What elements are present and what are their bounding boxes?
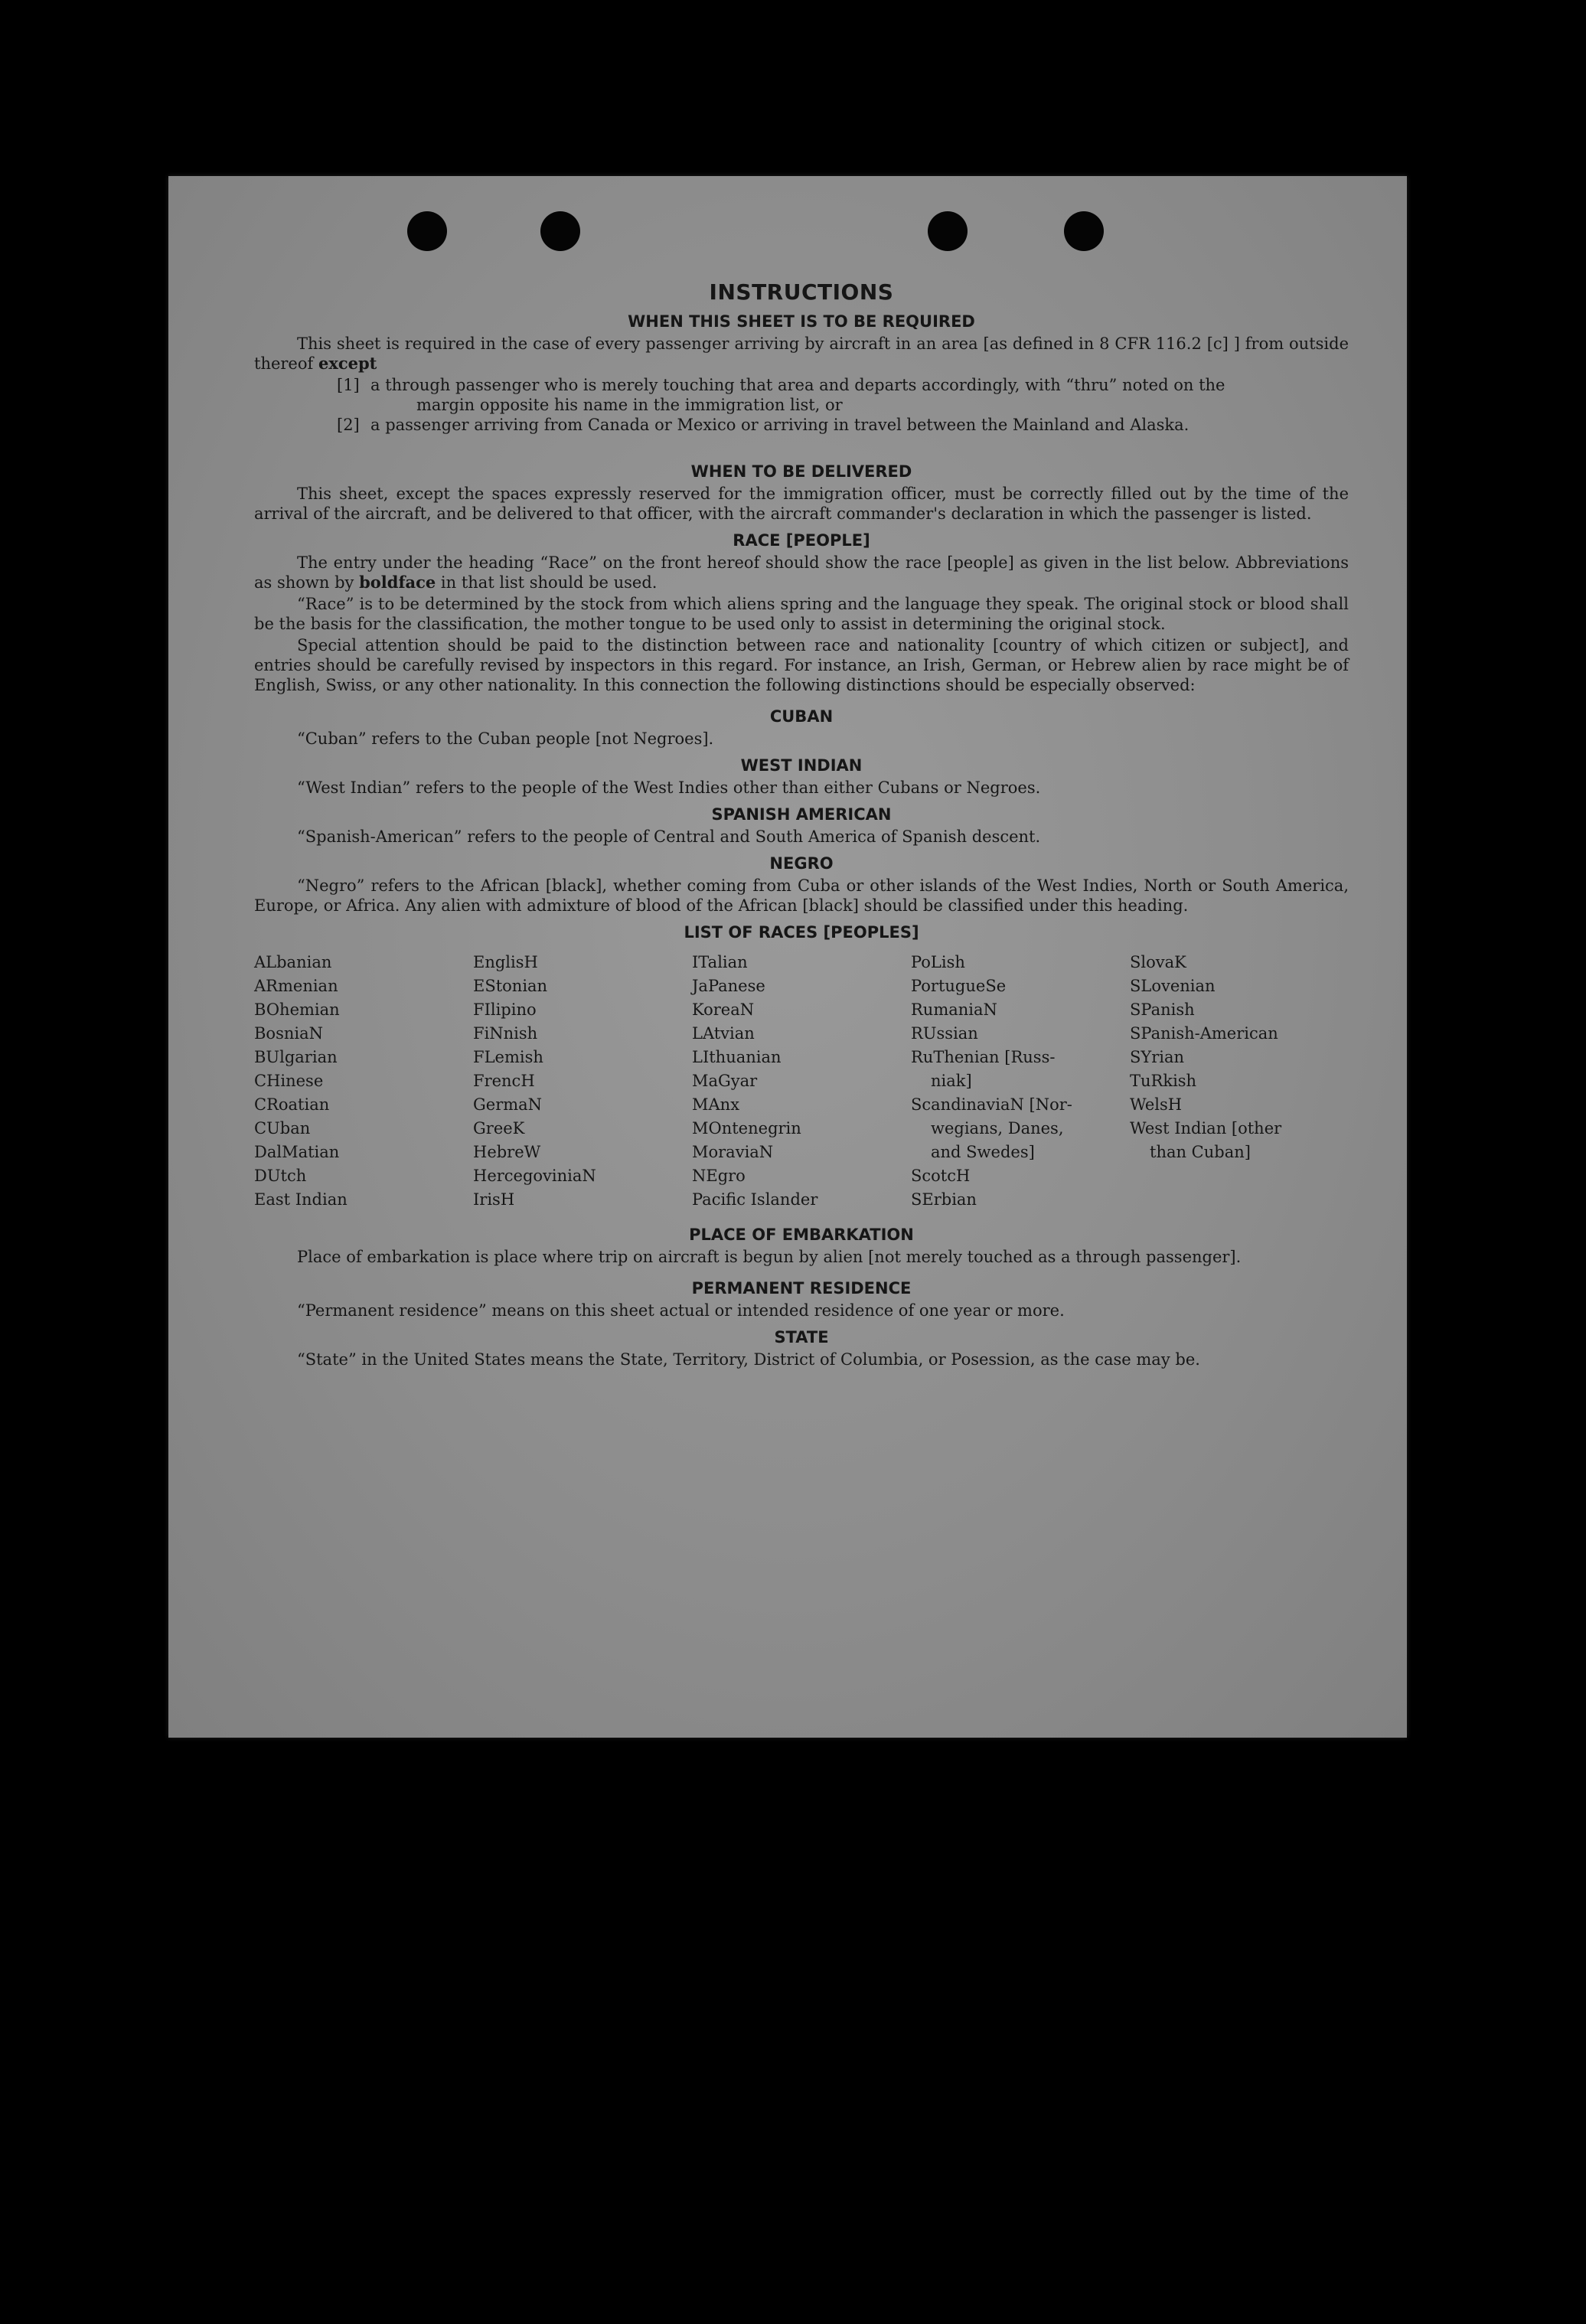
race-entry: ScotcH (911, 1167, 971, 1185)
residence-paragraph: “Permanent residence” means on this sheet actual or intended residence of one year or more. (297, 1301, 1065, 1320)
race-entry: IrisH (473, 1190, 515, 1209)
state-paragraph: “State” in the United States means the State, Territory, District of Columbia, or Posession, as the case may be. (297, 1350, 1200, 1369)
race-entry: wegians, Danes, (931, 1119, 1064, 1138)
race-entry: East Indian (254, 1190, 348, 1209)
punch-hole (1064, 211, 1104, 251)
race-entry: and Swedes] (931, 1143, 1035, 1161)
spanish-american-paragraph: “Spanish-American” refers to the people of Central and South America of Spanish descent. (297, 827, 1041, 846)
races-column-3 (692, 951, 911, 1212)
race-entry: HebreW (473, 1143, 541, 1161)
race-entry: CHinese (254, 1072, 324, 1090)
west-indian-paragraph: “West Indian” refers to the people of the West Indies other than either Cubans or Negroes. (297, 778, 1041, 797)
cuban-paragraph: “Cuban” refers to the Cuban people [not Negroes]. (297, 730, 714, 748)
race-entry: RumaniaN (911, 1000, 997, 1019)
race-entry: niak] (931, 1072, 972, 1090)
section-heading-list-of-races: LIST OF RACES [PEOPLES] (684, 923, 919, 942)
race-entry: BUlgarian (254, 1048, 338, 1066)
document-sheet (168, 176, 1407, 1738)
race-entry: ITalian (692, 953, 748, 971)
race-entry: GreeK (473, 1119, 525, 1138)
race-entry: MOntenegrin (692, 1119, 801, 1138)
section-heading-residence: PERMANENT RESIDENCE (691, 1279, 912, 1297)
race-entry: Pacific Islander (692, 1190, 818, 1209)
race-entry: GermaN (473, 1095, 543, 1114)
race-entry: WelsH (1130, 1095, 1183, 1114)
punch-hole (407, 211, 447, 251)
race-entry: RUssian (911, 1024, 978, 1043)
race-entry: ScandinaviaN [Nor- (911, 1095, 1072, 1114)
race-entry: TuRkish (1130, 1072, 1197, 1090)
page-title: INSTRUCTIONS (709, 279, 894, 305)
race-entry: SlovaK (1130, 953, 1186, 971)
section-heading-state: STATE (774, 1328, 829, 1346)
instructions-content (254, 279, 1349, 1371)
race-paragraph-1: The entry under the heading “Race” on the front hereof should show the race [people] as given in the list below. Abbreviations as shown by boldface in that list should be used. (254, 553, 1349, 592)
race-entry: BOhemian (254, 1000, 340, 1019)
section-heading-race: RACE [PEOPLE] (733, 531, 870, 550)
race-entry: SPanish-American (1130, 1024, 1278, 1043)
race-entry: JaPanese (692, 977, 765, 995)
race-entry: ARmenian (254, 977, 338, 995)
section-heading-cuban: CUBAN (769, 707, 834, 726)
race-entry: West Indian [other (1130, 1119, 1282, 1138)
race-entry: PortugueSe (911, 977, 1007, 995)
delivered-paragraph: This sheet, except the spaces expressly reserved for the immigration officer, must be correctly filled out by the time of the arrival of the aircraft, and be delivered to that officer, with the aircraft commander's declaration in which the passenger is listed. (254, 485, 1349, 523)
section-heading-west-indian: WEST INDIAN (740, 756, 863, 775)
race-entry: SYrian (1130, 1048, 1185, 1066)
race-paragraph-3: Special attention should be paid to the distinction between race and nationality [country of which citizen or subject], and entries should be carefully revised by inspectors in this regard. For instance, an Irish, German, or Hebrew alien by race might be of English, Swiss, or any other nationality. In this connection the following distinctions should be especially observed: (254, 636, 1349, 694)
race-paragraph-2: “Race” is to be determined by the stock from which aliens spring and the language they speak. The original stock or blood shall be the basis for the classification, the mother tongue to be used only to assist in determining the original stock. (254, 595, 1349, 633)
race-entry: than Cuban] (1150, 1143, 1251, 1161)
section-heading-negro: NEGRO (769, 854, 834, 873)
race-entry: EnglisH (473, 953, 538, 971)
race-entry: LIthuanian (692, 1048, 782, 1066)
race-entry: CUban (254, 1119, 311, 1138)
race-entry: BosniaN (254, 1024, 323, 1043)
races-column-5 (1130, 951, 1349, 1212)
race-entry: HercegoviniaN (473, 1167, 596, 1185)
race-entry: SLovenian (1130, 977, 1216, 995)
races-list (254, 951, 1349, 1212)
race-entry: DalMatian (254, 1143, 340, 1161)
section-heading-required: WHEN THIS SHEET IS TO BE REQUIRED (628, 312, 975, 331)
race-entry: DUtch (254, 1167, 307, 1185)
race-entry: FIlipino (473, 1000, 537, 1019)
race-entry: NEgro (692, 1167, 746, 1185)
race-entry: FiNnish (473, 1024, 538, 1043)
race-entry: ALbanian (254, 953, 332, 971)
races-column-1 (254, 951, 473, 1212)
section-heading-embarkation: PLACE OF EMBARKATION (689, 1226, 914, 1244)
exception-item-2: [2] a passenger arriving from Canada or Mexico or arriving in travel between the Mainland and Alaska. (337, 416, 1190, 434)
embarkation-paragraph: Place of embarkation is place where trip on aircraft is begun by alien [not merely touched as a through passenger]. (297, 1248, 1242, 1266)
race-entry: MoraviaN (692, 1143, 774, 1161)
punch-hole (540, 211, 580, 251)
races-column-2 (473, 951, 692, 1212)
race-entry: FLemish (473, 1048, 543, 1066)
race-entry: MAnx (692, 1095, 740, 1114)
race-entry: CRoatian (254, 1095, 330, 1114)
race-entry: MaGyar (692, 1072, 758, 1090)
race-entry: SPanish (1130, 1000, 1195, 1019)
required-intro: This sheet is required in the case of every passenger arriving by aircraft in an area [as defined in 8 CFR 116.2 [c] ] from outside thereof except (254, 335, 1349, 373)
race-entry: KoreaN (692, 1000, 755, 1019)
races-column-4 (911, 951, 1130, 1212)
race-entry: FrencH (473, 1072, 535, 1090)
race-entry: LAtvian (692, 1024, 755, 1043)
race-entry: SErbian (911, 1190, 977, 1209)
race-entry: RuThenian [Russ- (911, 1048, 1056, 1066)
race-entry: EStonian (473, 977, 548, 995)
section-heading-spanish-american: SPANISH AMERICAN (711, 805, 892, 824)
exception-item-1: [1] a through passenger who is merely touching that area and departs accordingly, with “thru” noted on the margin opposite his name in the immigration list, or (337, 376, 1225, 414)
race-entry: PoLish (911, 953, 965, 971)
punch-hole (928, 211, 968, 251)
negro-paragraph: “Negro” refers to the African [black], whether coming from Cuba or other islands of the West Indies, North or South America, Europe, or Africa. Any alien with admixture of blood of the African [black] should be classified under this heading. (254, 876, 1349, 915)
section-heading-delivered: WHEN TO BE DELIVERED (690, 462, 912, 481)
